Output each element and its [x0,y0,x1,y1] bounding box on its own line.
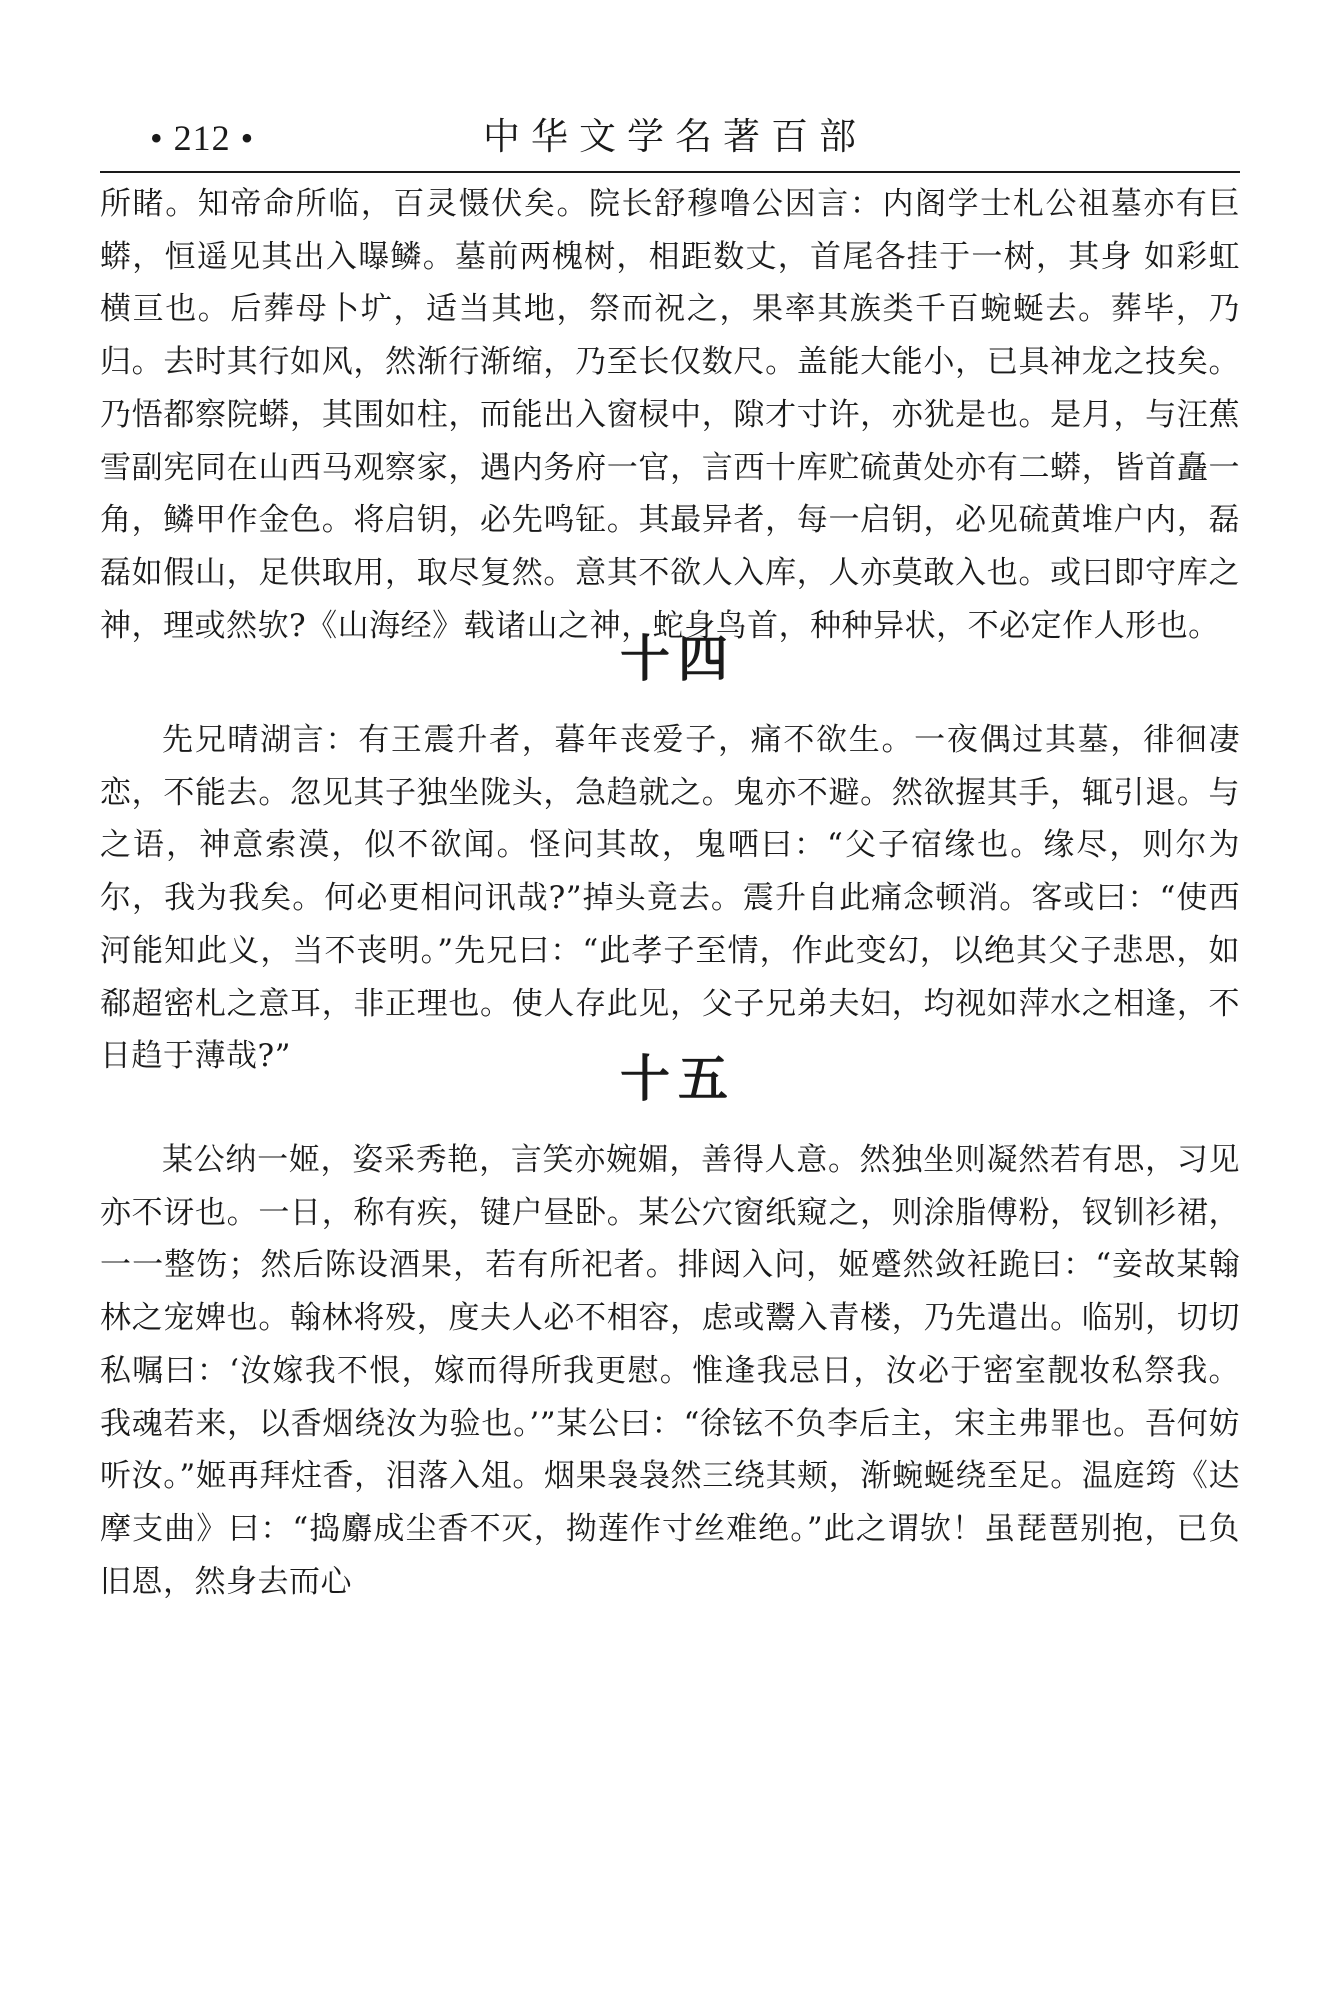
book-title: 中华文学名著百部 [483,115,867,158]
section-14-text: 先兄晴湖言：有王震升者，暮年丧爱子，痛不欲生。一夜偶过其墓，徘徊凄恋，不能去。忽见其子独坐陇头，急趋就之。鬼亦不避。然欲握其手，辄引退。与之语，神意索漠，似不欲闻。怪问其故，鬼哂曰：“父子宿缘也。缘尽，则尔为尔，我为我矣。何必更相问讯哉?”掉头竟去。震升自此痛念顿消。客或曰：“使西河能知此义，当不丧明。”先兄曰：“此孝子至情，作此变幻，以绝其父子悲思，如郗超密札之意耳，非正理也。使人存此见，父子兄弟夫妇，均视如萍水之相逢，不日趋于薄哉?” [100,722,1240,1075]
section-15-text: 某公纳一姬，姿采秀艳，言笑亦婉媚，善得人意。然独坐则凝然若有思，习见亦不讶也。一日，称有疾，键户昼卧。某公穴窗纸窥之，则涂脂傅粉，钗钏衫裙，一一整饬；然后陈设酒果，若有所祀者。排闼入问，姬蹙然敛衽跪曰：“妾故某翰林之宠婢也。翰林将殁，度夫人必不相容，虑或鬻入青楼，乃先遣出。临别，切切私嘱曰：‘汝嫁我不恨，嫁而得所我更慰。惟逢我忌日，汝必于密室靓妆私祭我。我魂若来，以香烟绕汝为验也。’”某公曰：“徐铉不负李后主，宋主弗罪也。吾何妨听汝。”姬再拜炷香，泪落入俎。烟果袅袅然三绕其颊，渐蜿蜒绕至足。温庭筠《达摩支曲》曰：“捣麝成尘香不灭，拗莲作寸丝难绝。”此之谓欤！虽琵琶别抱，已负旧恩，然身去而心 [100,1142,1240,1600]
page-number: • 212 • [150,118,255,158]
section-heading-14: 十四 [620,630,736,688]
paragraph-continued: 所睹。知帝命所临，百灵慑伏矣。院长舒穆噜公因言：内阁学士札公祖墓亦有巨蟒，恒遥见其出入曝鳞。墓前两槐树，相距数丈，首尾各挂于一树，其身 如彩虹横亘也。后葬母卜圹，适当其地，祭而祝之，果率其族类千百蜿蜒去。葬毕，乃归。去时其行如风，然渐行渐缩，乃至长仅数尺。盖能大能小，已具神龙之技矣。乃悟都察院蟒，其围如柱，而能出入窗棂中，隙才寸许，亦犹是也。是月，与汪蕉雪副宪同在山西马观察家，遇内务府一官，言西十库贮硫黄处亦有二蟒，皆首矗一角，鳞甲作金色。将启钥，必先鸣钲。其最异者，每一启钥，必见硫黄堆户内，磊磊如假山，足供取用，取尽复然。意其不欲人入库，人亦莫敢入也。或曰即守库之神，理或然欤?《山海经》载诸山之神，蛇身鸟首，种种异状，不必定作人形也。 [100,186,1240,644]
section-heading-15: 十五 [620,1050,736,1108]
running-header [100,108,1240,168]
header-rule [100,171,1240,173]
